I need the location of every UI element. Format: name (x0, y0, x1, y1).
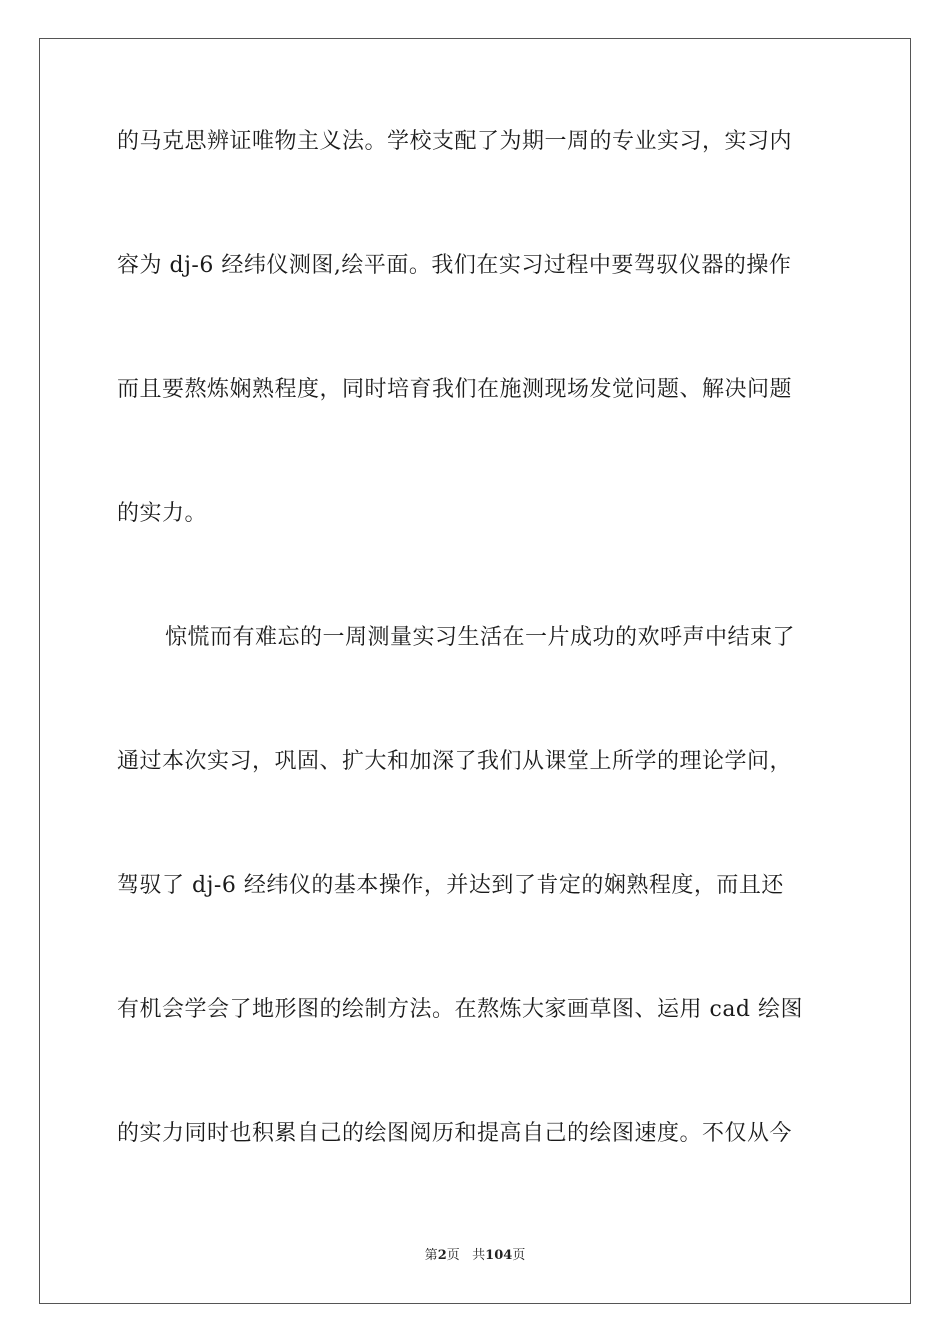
text-line: 的实力。 (117, 501, 208, 526)
page-prefix: 第 (424, 1248, 438, 1263)
text-line: 容为 dj-6 经纬仪测图,绘平面。我们在实习过程中要驾驭仪器的操作 (117, 253, 792, 278)
page-footer (0, 1247, 950, 1265)
text-line: 的马克思辨证唯物主义法。学校支配了为期一周的专业实习，实习内 (117, 129, 793, 154)
page-number: 2 (437, 1248, 447, 1263)
document-body (117, 127, 842, 1149)
paragraph-first-line: 惊慌而有难忘的一周测量实习生活在一片成功的欢呼声中结束了 (165, 625, 796, 650)
text-line: 的实力同时也积累自己的绘图阅历和提高自己的绘图速度。不仅从今 (117, 1121, 793, 1146)
total-pages: 104 (485, 1248, 513, 1263)
text-line: 而且要熬炼娴熟程度，同时培育我们在施测现场发觉问题、解决问题 (117, 377, 793, 402)
total-prefix: 共 (472, 1248, 486, 1263)
page-suffix: 页 (446, 1248, 460, 1263)
total-suffix: 页 (512, 1248, 526, 1263)
text-line: 有机会学会了地形图的绘制方法。在熬炼大家画草图、运用 cad 绘图 (117, 997, 804, 1022)
text-line: 驾驭了 dj-6 经纬仪的基本操作，并达到了肯定的娴熟程度，而且还 (117, 873, 784, 898)
text-line: 通过本次实习，巩固、扩大和加深了我们从课堂上所学的理论学问， (117, 749, 793, 774)
